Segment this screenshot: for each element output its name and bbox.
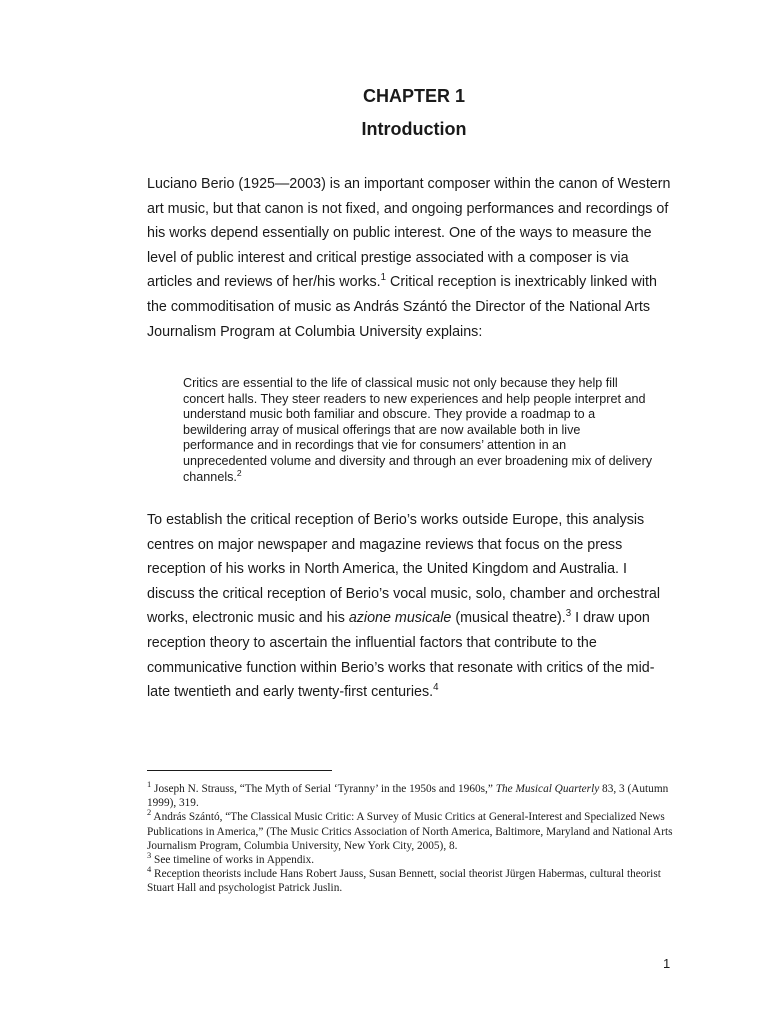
footnote-text: 83, 3 (Autumn 1999), 319. [147,783,669,810]
footnote-1 [147,779,677,810]
footnote-text: Joseph N. Strauss, “The Myth of Serial ‘Tyranny’ in the 1950s and 1960s,” [151,783,496,795]
footnote-ref-2[interactable]: 2 [236,467,242,478]
para2-text-c: I draw upon reception theory to ascertain the influential factors that contribute to the communicative function within Berio’s works that resonate with critics of the mid-late twentieth and early twenty-first centuries. [147,610,655,701]
block-quote [183,376,653,485]
footnote-text: See timeline of works in Appendix. [151,854,315,867]
footnote-4 [147,864,677,895]
footnote-separator [147,770,332,771]
chapter-label: CHAPTER 1 [362,86,465,106]
footnote-number: 4 [147,864,152,875]
footnote-number: 1 [147,779,152,790]
para1-text-b: Critical reception is inextricably linked with the commoditisation of music as András Szántó the Director of the National Arts Journalism Program at Columbia University explains: [147,274,657,340]
footnote-number: 2 [147,807,152,818]
quote-text: Critics are essential to the life of classical music not only because they help fill concert halls. They steer readers to new experiences and help people interpret and understand music both familiar and obscure. They provide a roadmap to a bewildering array of musical offerings that are now available both in live performance and in recordings that vie for consumers’ attention in an unprecedented volume and diversity and through an ever broadening mix of delivery channels. [183,376,653,484]
footnote-2 [147,807,677,853]
footnote-text: Reception theorists include Hans Robert Jauss, Susan Bennett, social theorist Jürgen Habermas, cultural theorist Stuart Hall and psychologist Patrick Juslin. [147,868,661,895]
footnote-number: 3 [147,850,152,861]
footnote-ref-3[interactable]: 3 [565,608,572,620]
footnote-ref-1[interactable]: 1 [380,272,387,284]
body-paragraph-2 [147,508,677,705]
page-number: 1 [663,956,671,971]
footnotes [147,779,677,896]
footnote-ref-4[interactable]: 4 [433,682,439,694]
para2-text-a: To establish the critical reception of Berio’s works outside Europe, this analysis centres on major newspaper and magazine reviews that focus on the press reception of his works in North America, the United Kingdom and Australia. I discuss the critical reception of Berio’s vocal music, solo, chamber and orchestral works, electronic music and his [147,512,661,627]
chapter-title: Introduction [361,119,467,139]
para2-text-b: (musical theatre). [451,610,566,627]
footnote-text: András Szántó, “The Classical Music Critic: A Survey of Music Critics at General-Interest and Specialized News Publications in America,” (The Music Critics Association of North America, Baltimore, Maryland and National Arts Journalism Program, Columbia University, New York City, 2005), 8. [147,811,673,852]
footnote-italic: The Musical Quarterly [495,783,600,795]
para1-text-a: Luciano Berio (1925—2003) is an important composer within the canon of Western art music, but that canon is not fixed, and ongoing performances and recordings of his works depend essentially on public interest. One of the ways to measure the level of public interest and critical prestige associated with a composer is via articles and reviews of her/his works. [147,176,671,291]
para2-italic: azione musicale [348,610,452,627]
footnote-3 [147,850,677,867]
body-paragraph-1 [147,172,677,344]
